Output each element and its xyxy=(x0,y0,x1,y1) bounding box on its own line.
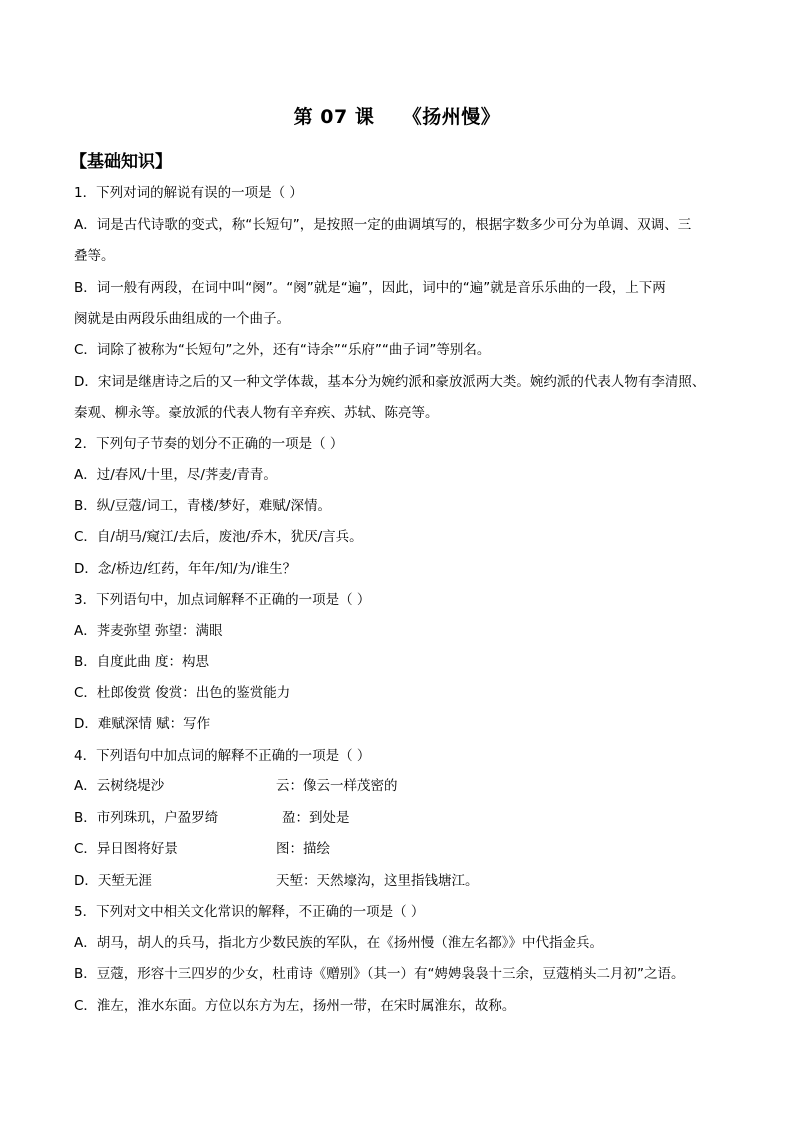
question-3-option-a: A．荠麦弥望 弥望：满眼 xyxy=(74,623,223,639)
question-2-option-d: D．念/桥边/红药，年年/知/为/谁生？ xyxy=(74,561,297,577)
question-4-option-b-gloss: 盈：到处是 xyxy=(282,810,350,826)
question-2-stem: 2．下列句子节奏的划分不正确的一项是（ ） xyxy=(74,436,344,452)
question-3-option-d: D．难赋深情 赋：写作 xyxy=(74,716,211,732)
section-heading: 【基础知识】 xyxy=(70,152,172,172)
question-5-stem: 5．下列对文中相关文化常识的解释，不正确的一项是（ ） xyxy=(74,904,425,920)
question-1-option-b: B．词一般有两段，在词中叫“阕”。“阕”就是“遍”，因此，词中的“遍”就是音乐乐曲的一段，上下两 xyxy=(74,280,666,296)
question-2-option-c: C．自/胡马/窥江/去后，废池/乔木，犹厌/言兵。 xyxy=(74,529,363,545)
question-1-option-c: C．词除了被称为“长短句”之外，还有“诗余”“乐府”“曲子词”等别名。 xyxy=(74,342,491,358)
question-2-option-a: A．过/春风/十里，尽/荠麦/青青。 xyxy=(74,467,277,483)
question-4-option-b xyxy=(74,809,350,827)
question-3-option-b: B．自度此曲 度：构思 xyxy=(74,654,210,670)
question-4-option-c-gloss: 图：描绘 xyxy=(276,841,330,857)
question-4-option-a-phrase: A．云树绕堤沙 xyxy=(74,778,165,794)
question-4-option-c xyxy=(74,840,330,858)
question-4-option-d-phrase: D．天堑无涯 xyxy=(74,873,152,889)
question-4-option-d-gloss: 天堑：天然壕沟，这里指钱塘江。 xyxy=(276,873,479,889)
page-title: 第 07 课 《扬州慢》 xyxy=(293,106,501,128)
question-1-option-a: A．词是古代诗歌的变式，称“长短句”，是按照一定的曲调填写的，根据字数多少可分为单调、双调、三 xyxy=(74,217,692,233)
question-2-option-b: B．纵/豆蔻/词工，青楼/梦好，难赋/深情。 xyxy=(74,498,331,514)
question-5-option-b: B．豆蔻，形容十三四岁的少女，杜甫诗《赠别》（其一）有“娉娉袅袅十三余，豆蔻梢头二月初”之语。 xyxy=(74,966,685,982)
question-3-stem: 3．下列语句中，加点词解释不正确的一项是（ ） xyxy=(74,592,371,608)
question-4-option-d xyxy=(74,872,479,890)
question-1-option-a-cont: 叠等。 xyxy=(74,248,115,264)
question-5-option-a: A．胡马，胡人的兵马，指北方少数民族的军队，在《扬州慢（淮左名都》》中代指金兵。 xyxy=(74,935,603,951)
question-4-option-a-gloss: 云：像云一样茂密的 xyxy=(276,778,398,794)
question-4-option-a xyxy=(74,777,398,795)
question-4-option-b-phrase: B．市列珠玑，户盈罗绮 xyxy=(74,810,219,826)
question-1-stem: 1．下列对词的解说有误的一项是（ ） xyxy=(74,185,303,201)
question-4-stem: 4．下列语句中加点词的解释不正确的一项是（ ） xyxy=(74,748,371,764)
question-1-option-d: D．宋词是继唐诗之后的又一种文学体裁，基本分为婉约派和豪放派两大类。婉约派的代表人物有李清照、 xyxy=(74,374,706,390)
question-3-option-c: C．杜郎俊赏 俊赏：出色的鉴赏能力 xyxy=(74,685,291,701)
question-5-option-c: C．淮左，淮水东面。方位以东方为左，扬州一带，在宋时属淮东，故称。 xyxy=(74,998,516,1014)
question-4-option-c-phrase: C．异日图将好景 xyxy=(74,841,178,857)
question-1-option-b-cont: 阕就是由两段乐曲组成的一个曲子。 xyxy=(74,311,290,327)
question-1-option-d-cont: 秦观、柳永等。豪放派的代表人物有辛弃疾、苏轼、陈亮等。 xyxy=(74,405,439,421)
